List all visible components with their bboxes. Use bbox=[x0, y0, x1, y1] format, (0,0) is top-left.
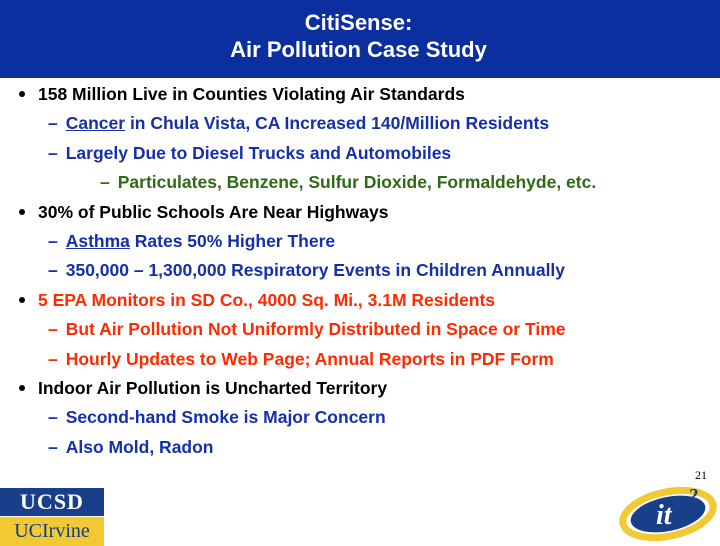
bullet-text: Largely Due to Diesel Trucks and Automobiles bbox=[65, 142, 452, 163]
bullet-text: Rates 50% Higher There bbox=[129, 231, 336, 251]
bullet-item-level2 bbox=[48, 436, 214, 458]
dash-marker: – bbox=[100, 172, 110, 193]
dash-marker: – bbox=[48, 436, 58, 457]
bullet-item-level2 bbox=[48, 259, 565, 281]
dash-marker: – bbox=[48, 231, 58, 251]
it2-logo-text: it bbox=[656, 500, 672, 531]
title-bottom-line bbox=[0, 74, 720, 78]
bullet-item-level2 bbox=[48, 348, 554, 370]
underlined-keyword: Cancer bbox=[65, 113, 126, 134]
slide-title-bar bbox=[0, 0, 717, 74]
slide-title-line2: Air Pollution Case Study bbox=[230, 37, 487, 62]
ucirvine-logo: UCIrvine bbox=[0, 517, 104, 546]
dash-marker: – bbox=[48, 319, 58, 340]
dash-marker: – bbox=[48, 142, 58, 163]
page-number: 21 bbox=[695, 468, 707, 482]
bullet-item-level2 bbox=[48, 142, 451, 164]
bullet-item-level2 bbox=[48, 230, 335, 252]
it2-logo-superscript: 2 bbox=[688, 485, 698, 507]
ucsd-logo: UCSD bbox=[0, 488, 104, 516]
bullet-item-level1 bbox=[38, 289, 495, 311]
bullet-text: Second-hand Smoke is Major Concern bbox=[65, 407, 386, 428]
it2-logo bbox=[612, 468, 720, 546]
bullet-icon bbox=[19, 201, 29, 223]
dash-marker: – bbox=[48, 407, 58, 428]
dash-marker: – bbox=[48, 113, 58, 134]
bullet-item-level2 bbox=[48, 318, 565, 340]
bullet-text: But Air Pollution Not Uniformly Distributed in Space or Time bbox=[65, 319, 566, 340]
dash-marker: – bbox=[48, 348, 58, 369]
bullet-text: Indoor Air Pollution is Uncharted Territory bbox=[38, 378, 388, 398]
bullet-item-level2 bbox=[48, 406, 386, 428]
bullet-text: Hourly Updates to Web Page; Annual Reports in PDF Form bbox=[65, 348, 554, 369]
bullet-text: in Chula Vista, CA Increased 140/Million Residents bbox=[125, 113, 550, 134]
bullet-text: 158 Million Live in Counties Violating Air Standards bbox=[38, 84, 465, 104]
bullet-text: 30% of Public Schools Are Near Highways bbox=[38, 201, 389, 222]
bullet-icon bbox=[19, 289, 29, 311]
dash-marker: – bbox=[48, 260, 58, 281]
underlined-keyword: Asthma bbox=[65, 231, 130, 251]
bullet-item-level1 bbox=[38, 377, 387, 399]
bullet-item-level1 bbox=[38, 83, 465, 105]
bullet-text: 5 EPA Monitors in SD Co., 4000 Sq. Mi., 3.1M Residents bbox=[38, 289, 496, 310]
bullet-icon bbox=[19, 83, 29, 105]
bullet-text: Particulates, Benzene, Sulfur Dioxide, Formaldehyde, etc. bbox=[117, 172, 597, 193]
bullet-text: Also Mold, Radon bbox=[65, 436, 214, 457]
bullet-text: 350,000 – 1,300,000 Respiratory Events in Children Annually bbox=[65, 260, 566, 281]
bullet-icon bbox=[19, 377, 29, 399]
slide-title-line1: CitiSense: bbox=[304, 10, 413, 35]
bullet-item-level3 bbox=[100, 171, 596, 193]
bullet-item-level2 bbox=[48, 112, 549, 134]
bullet-item-level1 bbox=[38, 201, 388, 223]
